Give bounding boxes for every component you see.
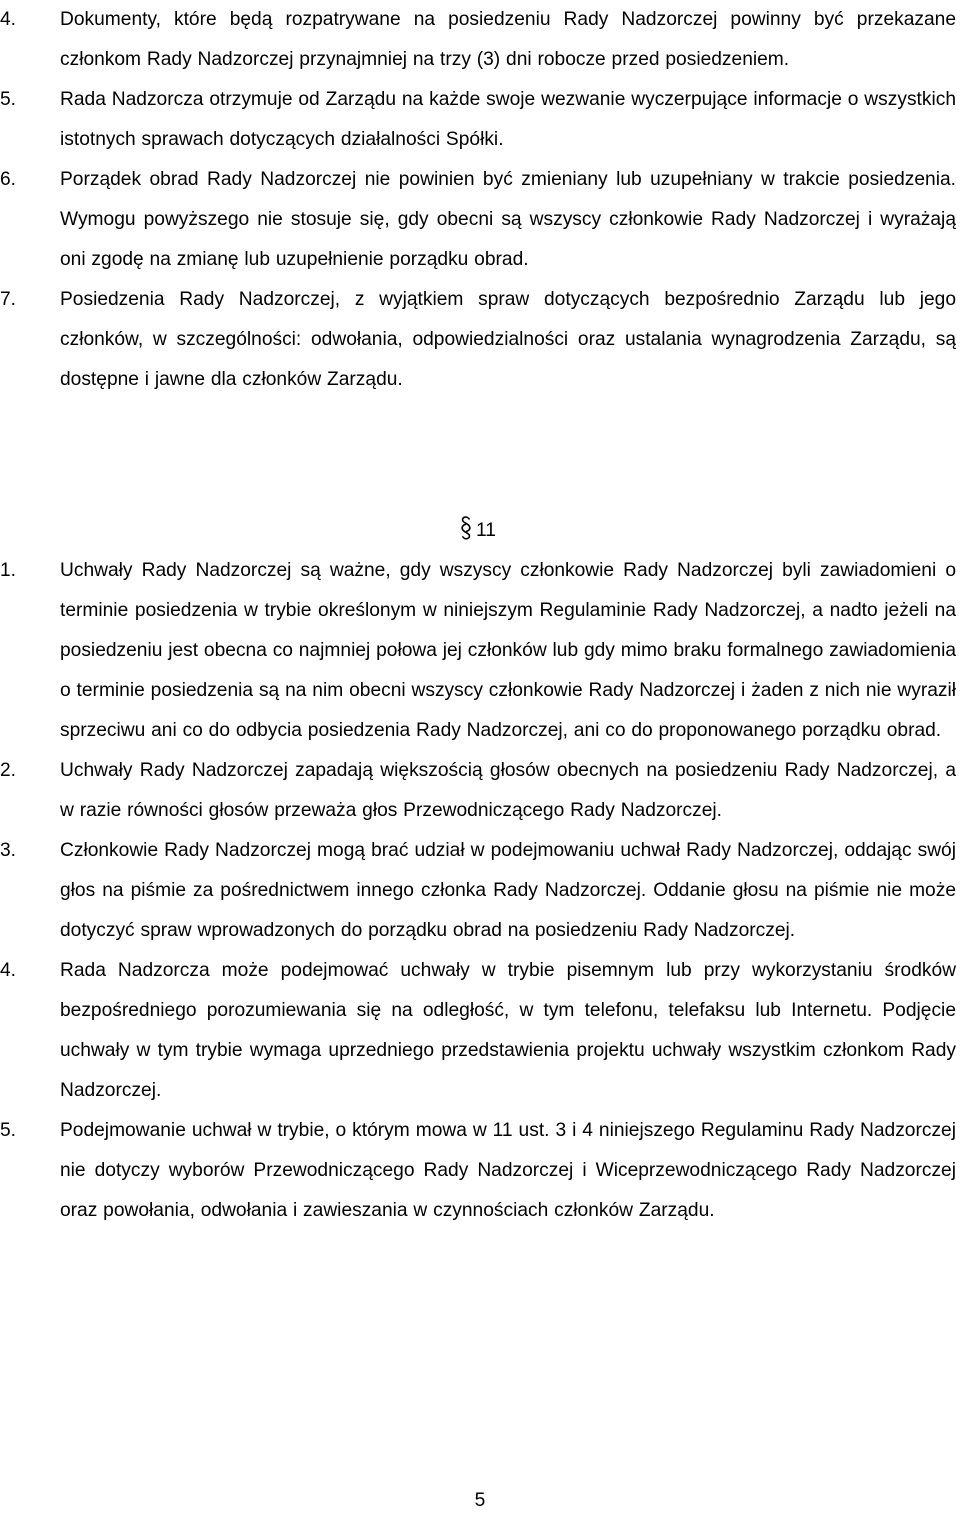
item-number: 5. (0, 1120, 17, 1141)
item-number: 7. (0, 289, 17, 310)
item-text: Porządek obrad Rady Nadzorczej nie powinien być zmieniany lub uzupełniany w trakcie posiedzenia. Wymogu powyższego nie stosuje się, gdy obecni są wszyscy członkowie Rady Nadzorczej i wyrażają oni zgodę na zmianę lub uzupełnienie porządku obrad. (60, 169, 956, 270)
item-text: Dokumenty, które będą rozpatrywane na posiedzeniu Rady Nadzorczej powinny być przekazane członkom Rady Nadzorczej przynajmniej na trzy (3) dni robocze przed posiedzeniem. (60, 9, 956, 70)
item-text: Uchwały Rady Nadzorczej zapadają większością głosów obecnych na posiedzeniu Rady Nadzorczej, a w razie równości głosów przeważa głos Przewodniczącego Rady Nadzorczej. (60, 760, 956, 821)
page-number: 5 (474, 1490, 486, 1511)
numbered-list-top (0, 0, 956, 400)
list-item (0, 951, 956, 1111)
item-number: 3. (0, 840, 17, 861)
list-item (0, 160, 956, 280)
section-number: 11 (476, 520, 496, 541)
item-text: Uchwały Rady Nadzorczej są ważne, gdy wszyscy członkowie Rady Nadzorczej byli zawiadomieni o terminie posiedzenia w trybie określonym w niniejszym Regulaminie Rady Nadzorczej, a nadto jeżeli na posiedzeniu jest obecna co najmniej połowa jej członków lub gdy mimo braku formalnego zawiadomienia o terminie posiedzenia są na nim obecni wszyscy członkowie Rady Nadzorczej i żaden z nich nie wyraził sprzeciwu ani co do odbycia posiedzenia Rady Nadzorczej, ani co do proponowanego porządku obrad. (60, 560, 957, 741)
list-item (0, 0, 956, 80)
list-item (0, 831, 956, 951)
section-sign-icon (459, 515, 473, 541)
item-number: 1. (0, 560, 17, 581)
item-number: 6. (0, 169, 17, 190)
list-item (0, 751, 956, 831)
list-item (0, 280, 956, 400)
item-number: 5. (0, 89, 17, 110)
list-item (0, 80, 956, 160)
item-text: Członkowie Rady Nadzorczej mogą brać udział w podejmowaniu uchwał Rady Nadzorczej, oddając swój głos na piśmie za pośrednictwem innego członka Rady Nadzorczej. Oddanie głosu na piśmie nie może dotyczyć spraw wprowadzonych do porządku obrad na posiedzeniu Rady Nadzorczej. (60, 840, 956, 941)
item-text: Rada Nadzorcza otrzymuje od Zarządu na każde swoje wezwanie wyczerpujące informacje o wszystkich istotnych sprawach dotyczących działalności Spółki. (60, 89, 956, 150)
list-item (0, 1111, 956, 1231)
item-number: 2. (0, 760, 17, 781)
item-text: Posiedzenia Rady Nadzorczej, z wyjątkiem spraw dotyczących bezpośrednio Zarządu lub jego członków, w szczególności: odwołania, odpowiedzialności oraz ustalania wynagrodzenia Zarządu, są dostępne i jawne dla członków Zarządu. (60, 289, 956, 390)
list-item (0, 551, 956, 751)
numbered-list-section (0, 551, 956, 1231)
item-text: Podejmowanie uchwał w trybie, o którym mowa w 11 ust. 3 i 4 niniejszego Regulaminu Rady Nadzorczej nie dotyczy wyborów Przewodniczącego Rady Nadzorczej i Wiceprzewodniczącego Rady Nadzorczej oraz powołania, odwołania i zawieszania w czynnościach członków Zarządu. (60, 1120, 956, 1221)
item-text: Rada Nadzorcza może podejmować uchwały w trybie pisemnym lub przy wykorzystaniu środków bezpośredniego porozumiewania się na odległość, w tym telefonu, telefaksu lub Internetu. Podjęcie uchwały w tym trybie wymaga uprzedniego przedstawienia projektu uchwały wszystkim członkom Rady Nadzorczej. (60, 960, 956, 1101)
item-number: 4. (0, 9, 17, 30)
item-number: 4. (0, 960, 17, 981)
